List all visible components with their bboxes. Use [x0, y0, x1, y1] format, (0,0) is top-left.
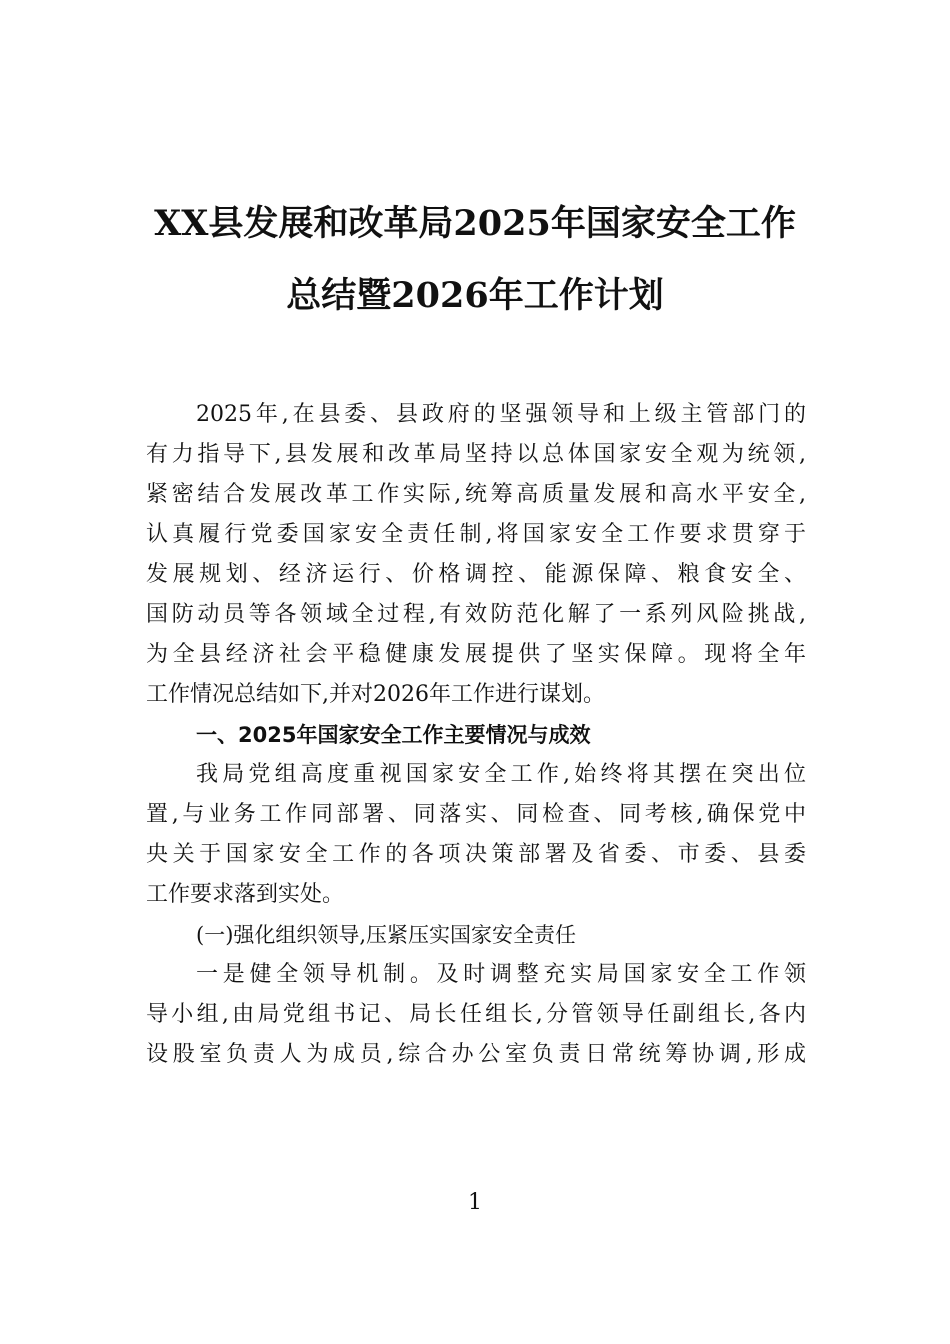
- paragraph-line: 紧密结合发展改革工作实际,统筹高质量发展和高水平安全,: [146, 482, 806, 507]
- paragraph-line: 工作要求落到实处。: [146, 882, 345, 907]
- paragraph-line: 置,与业务工作同部署、同落实、同检查、同考核,确保党中: [146, 802, 806, 827]
- paragraph-line: 导小组,由局党组书记、局长任组长,分管领导任副组长,各内: [146, 1002, 806, 1027]
- paragraph-line: 发展规划、经济运行、价格调控、能源保障、粮食安全、: [146, 562, 806, 587]
- paragraph-line: 有力指导下,县发展和改革局坚持以总体国家安全观为统领,: [146, 442, 806, 467]
- section-heading: 一、2025年国家安全工作主要情况与成效: [196, 723, 591, 747]
- paragraph-line: 认真履行党委国家安全责任制,将国家安全工作要求贯穿于: [146, 522, 806, 547]
- paragraph-line: 央关于国家安全工作的各项决策部署及省委、市委、县委: [146, 842, 806, 867]
- paragraph-line: 为全县经济社会平稳健康发展提供了坚实保障。现将全年: [146, 642, 806, 667]
- paragraph-line: 2025年,在县委、县政府的坚强领导和上级主管部门的: [196, 402, 806, 427]
- paragraph-line: 一是健全领导机制。及时调整充实局国家安全工作领: [196, 962, 806, 987]
- document-body: [146, 395, 806, 1075]
- page-number: 1: [468, 1190, 482, 1215]
- title-line-1: XX县发展和改革局2025年国家安全工作: [154, 203, 796, 244]
- paragraph-line: 国防动员等各领域全过程,有效防范化解了一系列风险挑战,: [146, 602, 806, 627]
- document-title: [120, 188, 830, 332]
- paragraph-line: 我局党组高度重视国家安全工作,始终将其摆在突出位: [196, 762, 806, 787]
- paragraph-line: 设股室负责人为成员,综合办公室负责日常统筹协调,形成: [146, 1042, 806, 1067]
- subsection-heading: (一)强化组织领导,压紧压实国家安全责任: [196, 923, 577, 947]
- paragraph-line: 工作情况总结如下,并对2026年工作进行谋划。: [146, 682, 605, 707]
- title-line-2: 总结暨2026年工作计划: [286, 275, 664, 316]
